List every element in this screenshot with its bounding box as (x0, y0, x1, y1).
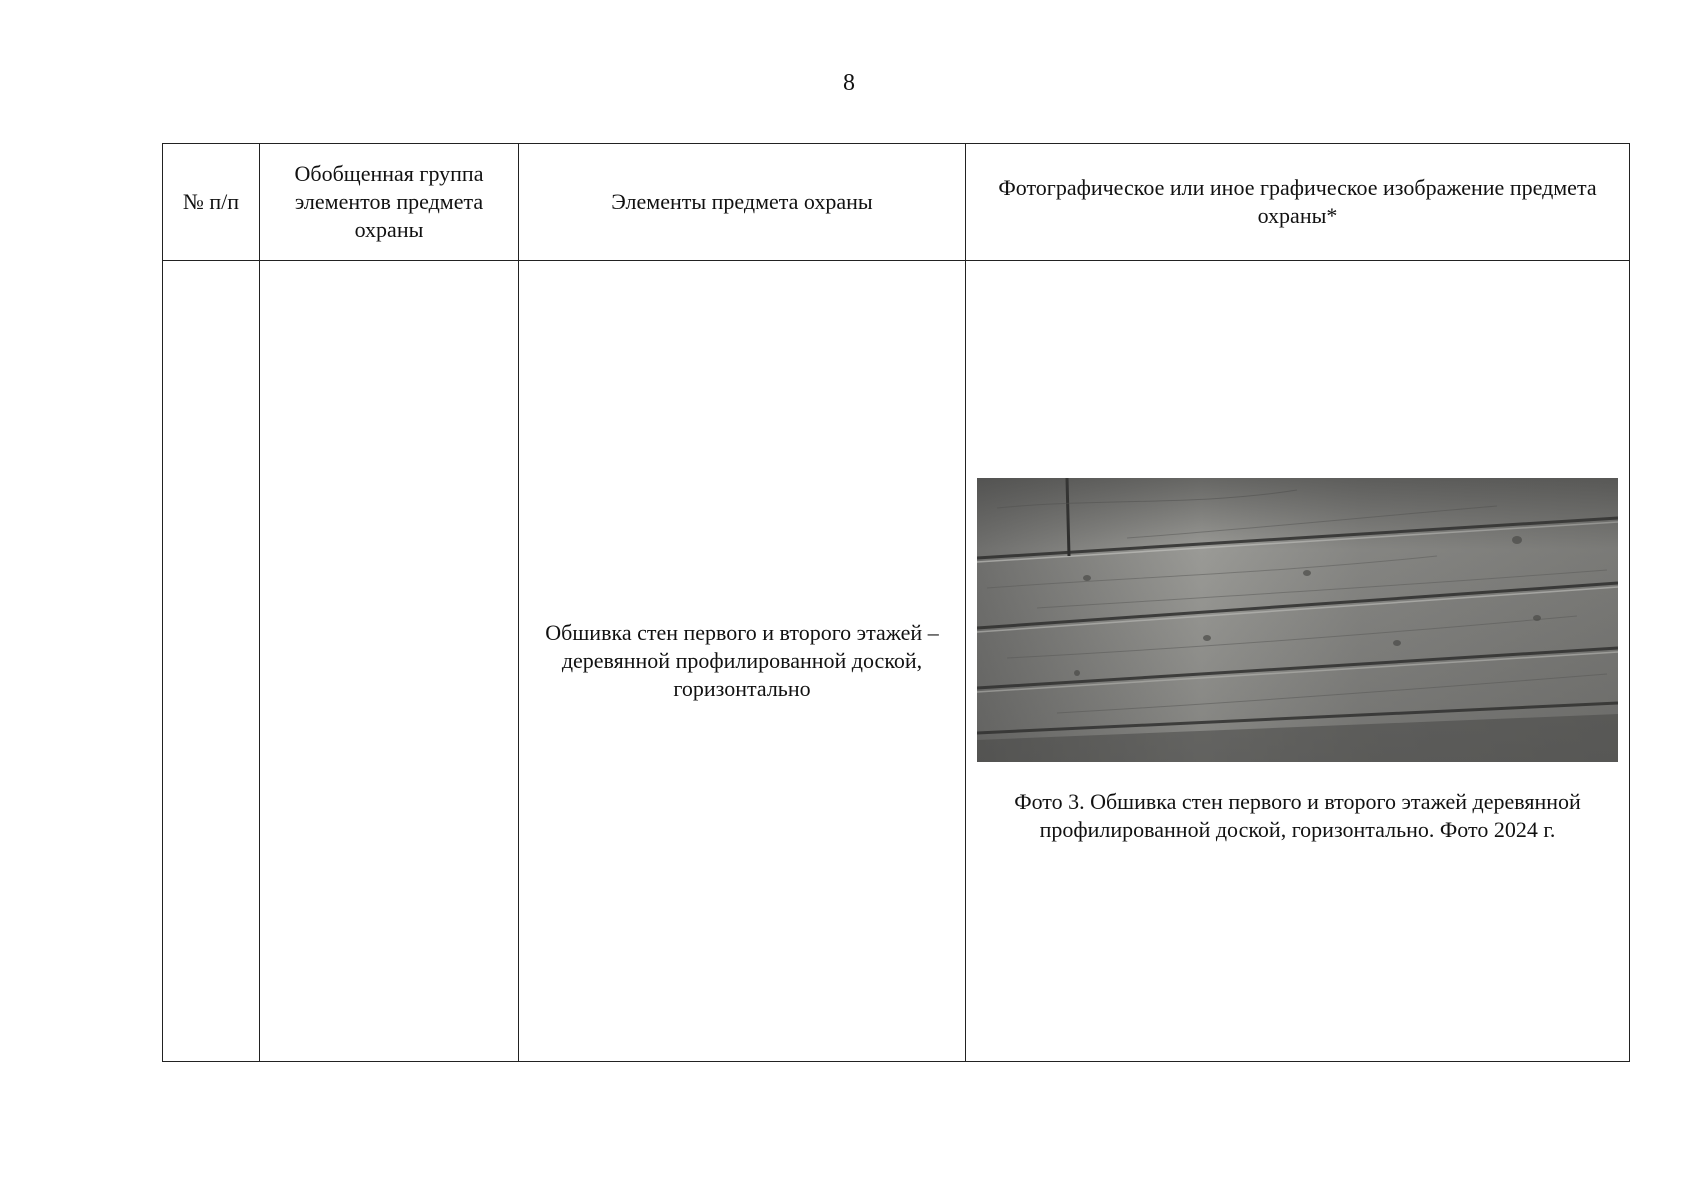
wall-cladding-photo (977, 478, 1618, 762)
table-row (163, 261, 1630, 1062)
header-number: № п/п (163, 144, 260, 261)
cell-photo (966, 261, 1630, 1062)
table-header-row (163, 144, 1630, 261)
header-elements: Элементы предмета охраны (519, 144, 966, 261)
header-group: Обобщенная группа элементов предмета охраны (260, 144, 519, 261)
protection-elements-table (162, 143, 1630, 1062)
page-number: 8 (843, 70, 855, 96)
cell-element: Обшивка стен первого и второго этажей – деревянной профилированной доской, горизонтально (519, 261, 966, 1062)
photo-caption: Фото 3. Обшивка стен первого и второго этажей деревянной профилированной доской, горизонтально. Фото 2024 г. (1014, 789, 1581, 842)
header-photo: Фотографическое или иное графическое изображение предмета охраны* (966, 144, 1630, 261)
cell-number (163, 261, 260, 1062)
cell-group (260, 261, 519, 1062)
